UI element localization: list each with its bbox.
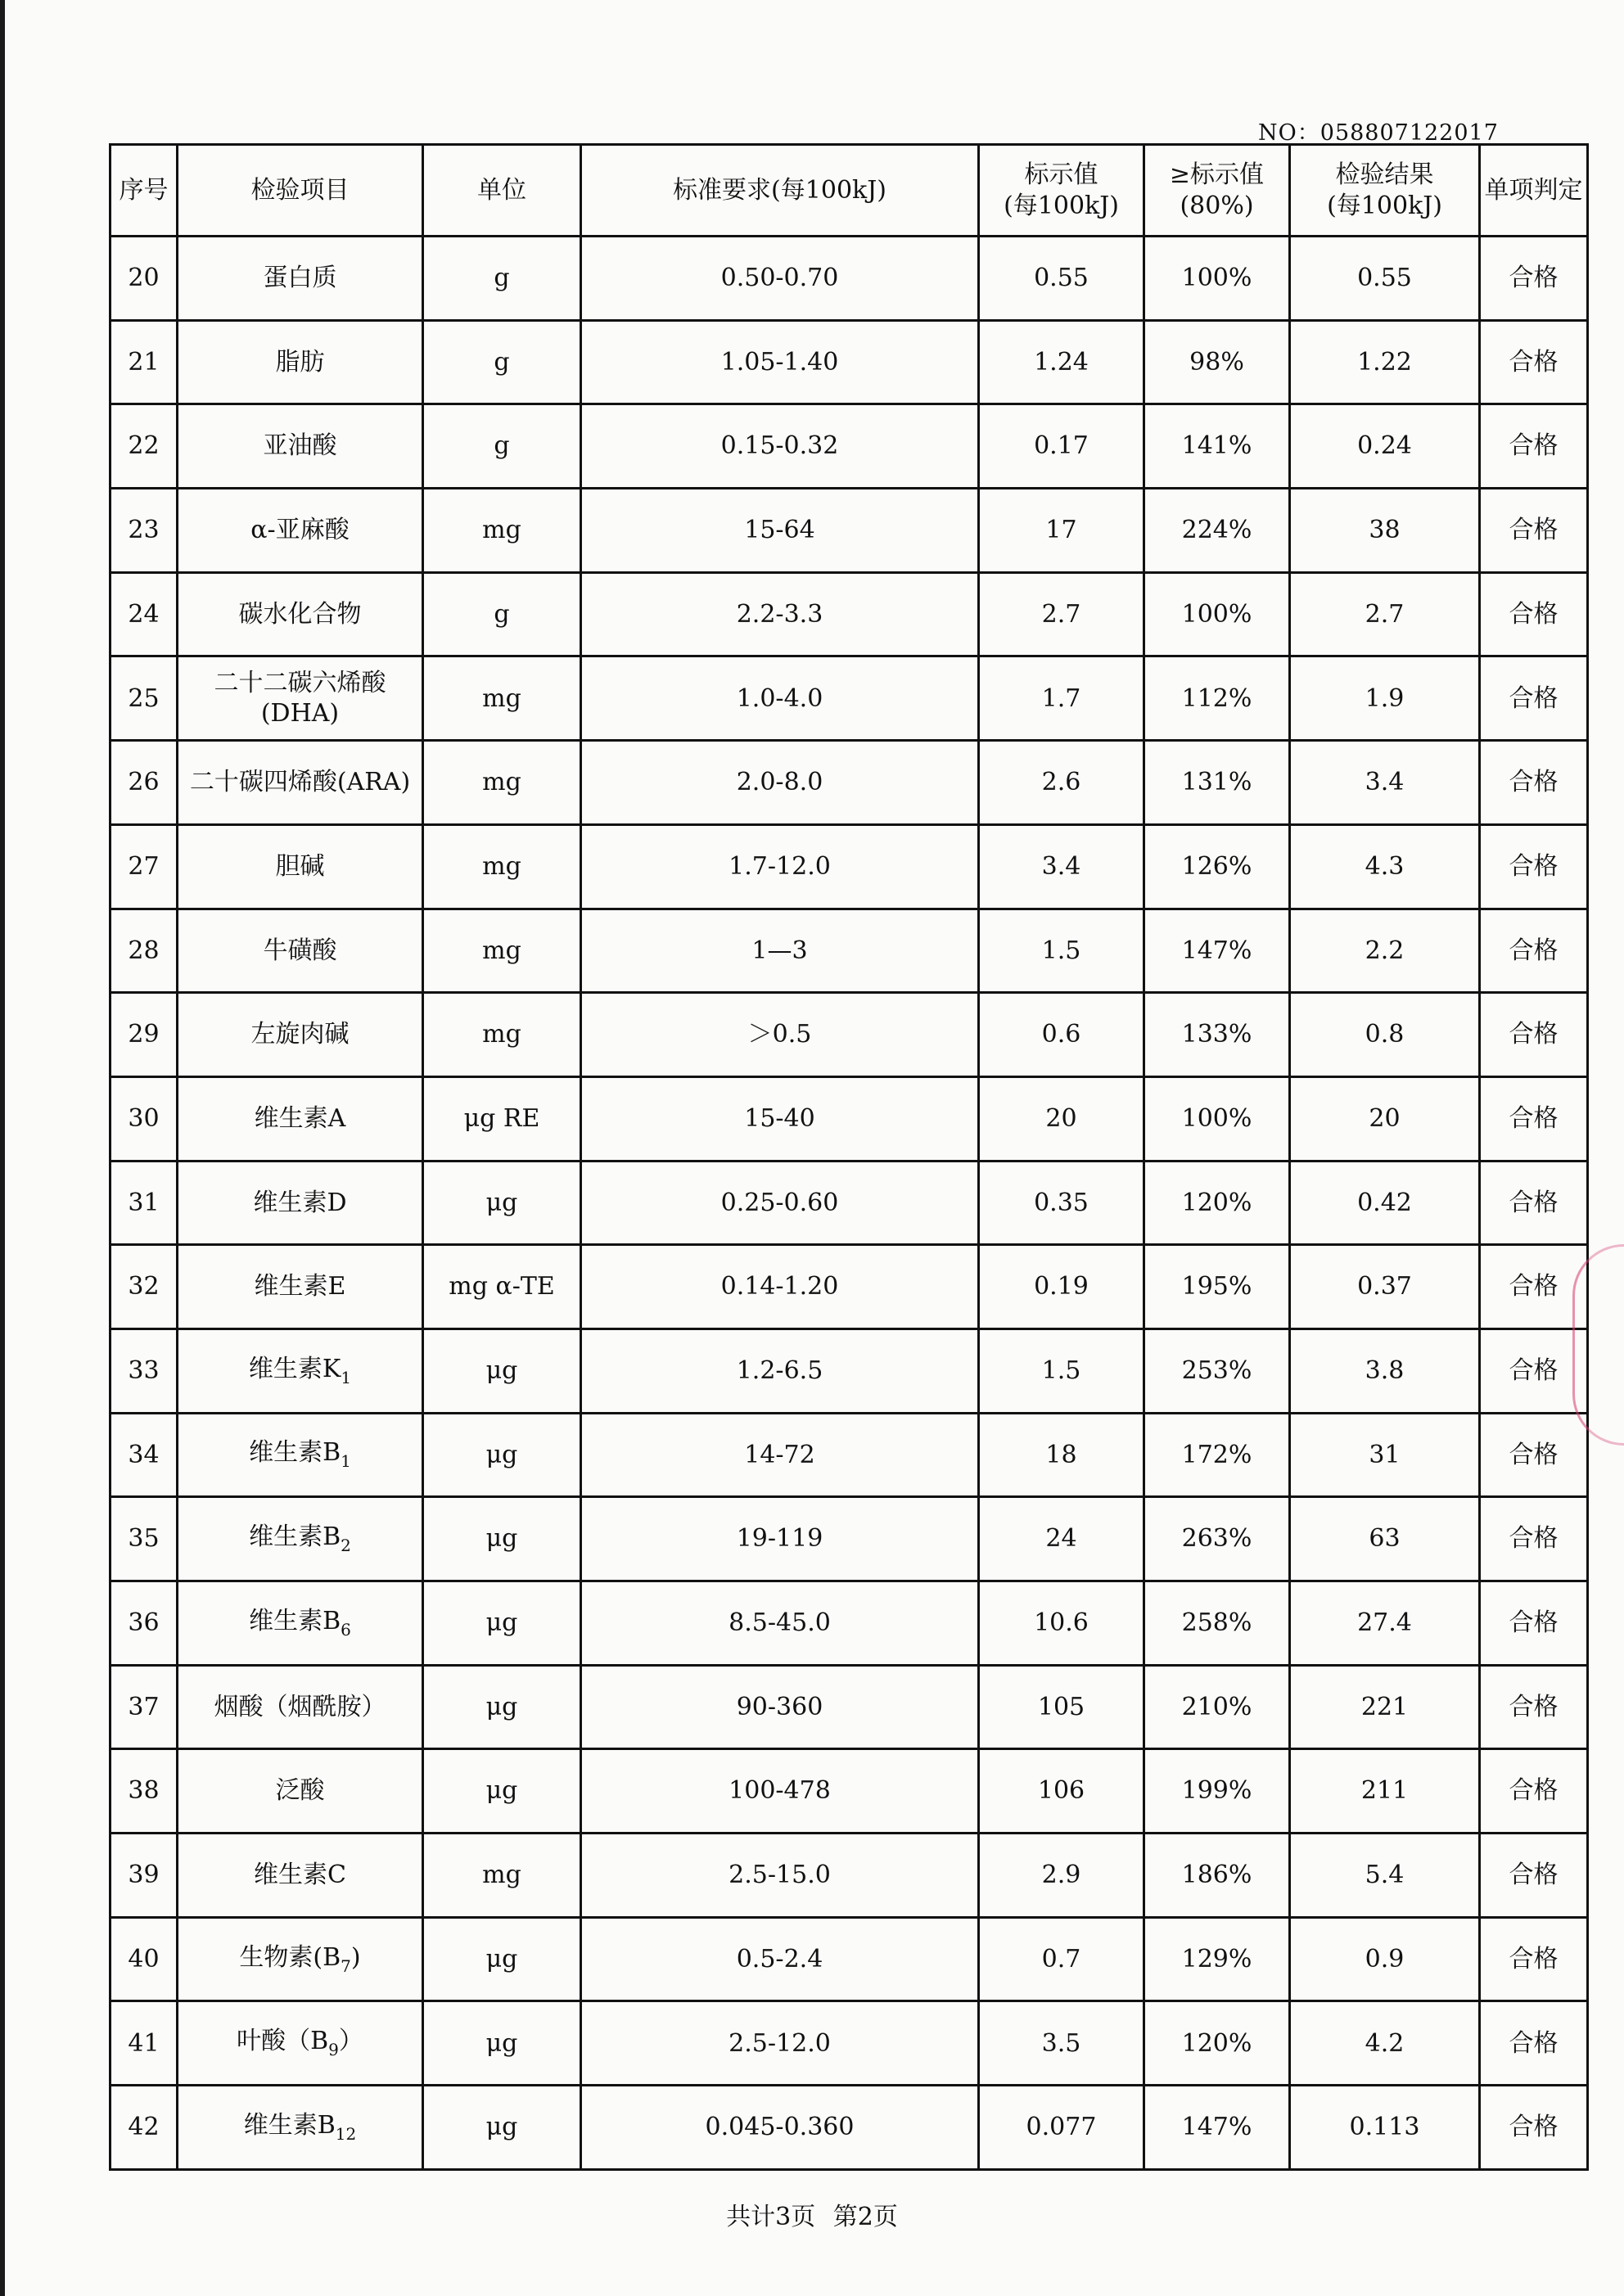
cell-verdict: 合格	[1480, 404, 1588, 489]
cell-verdict: 合格	[1480, 824, 1588, 909]
cell-verdict: 合格	[1480, 1749, 1588, 1834]
cell-label: 0.6	[979, 993, 1144, 1077]
cell-item	[178, 1245, 423, 1329]
header-unit: 单位	[423, 145, 581, 237]
cell-label: 2.6	[979, 741, 1144, 825]
cell-label: 1.5	[979, 1328, 1144, 1413]
cell-pct: 133%	[1144, 993, 1290, 1077]
item-name: 维生素B	[249, 1606, 341, 1635]
cell-pct: 100%	[1144, 1076, 1290, 1161]
cell-standard: 1.7-12.0	[581, 824, 979, 909]
cell-result: 0.55	[1290, 237, 1480, 321]
item-name: 二十二碳六烯酸	[214, 668, 386, 697]
item-subscript: 7	[341, 1955, 351, 1976]
item-subscript: 2	[341, 1536, 351, 1556]
cell-standard: 0.045-0.360	[581, 2086, 979, 2170]
cell-result: 27.4	[1290, 1581, 1480, 1666]
table-row	[111, 2086, 1588, 2170]
cell-item	[178, 2086, 423, 2170]
cell-unit: mg	[423, 656, 581, 741]
cell-pct: 126%	[1144, 824, 1290, 909]
cell-item	[178, 824, 423, 909]
table-row	[111, 993, 1588, 1077]
cell-item	[178, 237, 423, 321]
cell-verdict: 合格	[1480, 656, 1588, 741]
cell-pct: 100%	[1144, 572, 1290, 656]
cell-seq: 42	[111, 2086, 178, 2170]
item-name: 泛酸	[275, 1776, 325, 1806]
cell-result: 0.37	[1290, 1245, 1480, 1329]
header-label-value	[979, 145, 1144, 237]
cell-seq: 32	[111, 1245, 178, 1329]
cell-result: 63	[1290, 1497, 1480, 1581]
cell-seq: 38	[111, 1749, 178, 1834]
cell-standard: 0.14-1.20	[581, 1245, 979, 1329]
item-subscript: 6	[341, 1619, 351, 1640]
cell-pct: 147%	[1144, 909, 1290, 993]
cell-item	[178, 1161, 423, 1245]
cell-seq: 23	[111, 489, 178, 573]
cell-verdict: 合格	[1480, 1581, 1588, 1666]
cell-item	[178, 909, 423, 993]
table-row	[111, 909, 1588, 993]
cell-result: 38	[1290, 489, 1480, 573]
cell-verdict: 合格	[1480, 489, 1588, 573]
cell-verdict: 合格	[1480, 1328, 1588, 1413]
table-row	[111, 1497, 1588, 1581]
cell-verdict: 合格	[1480, 2086, 1588, 2170]
cell-standard: 1.0-4.0	[581, 656, 979, 741]
cell-verdict: 合格	[1480, 1076, 1588, 1161]
header-verdict: 单项判定	[1480, 145, 1588, 237]
item-name: 生物素(B	[239, 1942, 341, 1972]
header-result-line2: (每100kJ)	[1327, 191, 1442, 220]
table-row	[111, 824, 1588, 909]
cell-seq: 27	[111, 824, 178, 909]
item-name: 碳水化合物	[238, 599, 362, 629]
header-label-value-line1: 标示值	[1024, 160, 1098, 189]
item-name-tail: )	[350, 1942, 361, 1972]
cell-result: 0.113	[1290, 2086, 1480, 2170]
header-seq: 序号	[111, 145, 178, 237]
cell-standard: 19-119	[581, 1497, 979, 1581]
cell-pct: 224%	[1144, 489, 1290, 573]
cell-unit: μg	[423, 2001, 581, 2086]
table-row	[111, 1917, 1588, 2001]
item-name: 维生素B	[249, 1438, 341, 1468]
cell-item	[178, 1076, 423, 1161]
table-row	[111, 1076, 1588, 1161]
cell-seq: 35	[111, 1497, 178, 1581]
cell-verdict: 合格	[1480, 993, 1588, 1077]
cell-pct: 98%	[1144, 320, 1290, 404]
cell-unit: mg	[423, 1834, 581, 1918]
cell-verdict: 合格	[1480, 2001, 1588, 2086]
table-row	[111, 1749, 1588, 1834]
item-subscript: 1	[341, 1367, 352, 1387]
table-header-row	[111, 145, 1588, 237]
cell-item	[178, 993, 423, 1077]
cell-label: 3.4	[979, 824, 1144, 909]
cell-verdict: 合格	[1480, 741, 1588, 825]
cell-result: 0.9	[1290, 1917, 1480, 2001]
cell-pct: 131%	[1144, 741, 1290, 825]
document-number: NO：058807122017	[1258, 120, 1499, 146]
cell-result: 20	[1290, 1076, 1480, 1161]
cell-pct: 120%	[1144, 2001, 1290, 2086]
cell-pct: 100%	[1144, 237, 1290, 321]
cell-label: 20	[979, 1076, 1144, 1161]
item-name: 二十碳四烯酸(ARA)	[189, 768, 411, 797]
cell-unit: μg	[423, 1497, 581, 1581]
cell-result: 3.4	[1290, 741, 1480, 825]
cell-pct: 210%	[1144, 1665, 1290, 1749]
item-name: 左旋肉碱	[250, 1020, 350, 1049]
item-subscript: 1	[341, 1451, 351, 1472]
cell-item	[178, 2001, 423, 2086]
page-footer	[0, 2196, 1624, 2232]
cell-result: 0.8	[1290, 993, 1480, 1077]
cell-seq: 36	[111, 1581, 178, 1666]
cell-item	[178, 320, 423, 404]
cell-unit: mg	[423, 909, 581, 993]
cell-result: 1.22	[1290, 320, 1480, 404]
cell-unit: mg α-TE	[423, 1245, 581, 1329]
cell-verdict: 合格	[1480, 1497, 1588, 1581]
cell-pct: 120%	[1144, 1161, 1290, 1245]
cell-label: 24	[979, 1497, 1144, 1581]
cell-label: 2.9	[979, 1834, 1144, 1918]
cell-unit: μg RE	[423, 1076, 581, 1161]
cell-label: 10.6	[979, 1581, 1144, 1666]
cell-standard: 15-40	[581, 1076, 979, 1161]
table-row	[111, 1413, 1588, 1497]
cell-verdict: 合格	[1480, 572, 1588, 656]
cell-item	[178, 1749, 423, 1834]
cell-standard: 0.5-2.4	[581, 1917, 979, 2001]
item-name: 维生素A	[254, 1103, 346, 1133]
cell-seq: 25	[111, 656, 178, 741]
cell-label: 18	[979, 1413, 1144, 1497]
cell-unit: μg	[423, 1665, 581, 1749]
item-subscript: 9	[328, 2040, 339, 2060]
table-row	[111, 741, 1588, 825]
cell-standard: 0.15-0.32	[581, 404, 979, 489]
item-name: 胆碱	[275, 851, 325, 881]
table-row	[111, 320, 1588, 404]
red-seal-stamp	[1572, 1244, 1624, 1446]
table-row	[111, 1245, 1588, 1329]
cell-result: 211	[1290, 1749, 1480, 1834]
header-percent-line1: ≥标示值	[1169, 160, 1265, 189]
cell-unit: μg	[423, 1917, 581, 2001]
header-percent	[1144, 145, 1290, 237]
cell-seq: 39	[111, 1834, 178, 1918]
table-row	[111, 1834, 1588, 1918]
footer-total-pages: 共计3页	[726, 2203, 816, 2231]
cell-label: 106	[979, 1749, 1144, 1834]
cell-item	[178, 1497, 423, 1581]
cell-standard: 2.5-15.0	[581, 1834, 979, 1918]
cell-item	[178, 741, 423, 825]
header-result-line1: 检验结果	[1335, 160, 1434, 189]
header-item: 检验项目	[178, 145, 423, 237]
header-standard: 标准要求(每100kJ)	[581, 145, 979, 237]
cell-label: 105	[979, 1665, 1144, 1749]
cell-result: 1.9	[1290, 656, 1480, 741]
cell-standard: 2.2-3.3	[581, 572, 979, 656]
cell-label: 0.7	[979, 1917, 1144, 2001]
cell-item	[178, 656, 423, 741]
table-row	[111, 1581, 1588, 1666]
table-row	[111, 1665, 1588, 1749]
cell-seq: 21	[111, 320, 178, 404]
cell-pct: 258%	[1144, 1581, 1290, 1666]
cell-label: 1.5	[979, 909, 1144, 993]
cell-verdict: 合格	[1480, 1413, 1588, 1497]
cell-unit: g	[423, 404, 581, 489]
cell-seq: 24	[111, 572, 178, 656]
item-name: 维生素C	[254, 1861, 346, 1890]
cell-result: 4.3	[1290, 824, 1480, 909]
cell-standard: 0.50-0.70	[581, 237, 979, 321]
cell-pct: 186%	[1144, 1834, 1290, 1918]
cell-unit: μg	[423, 1161, 581, 1245]
cell-item	[178, 1581, 423, 1666]
cell-standard: ＞0.5	[581, 993, 979, 1077]
cell-seq: 37	[111, 1665, 178, 1749]
cell-verdict: 合格	[1480, 1161, 1588, 1245]
item-name: 亚油酸	[263, 431, 337, 461]
table-row	[111, 1328, 1588, 1413]
cell-seq: 33	[111, 1328, 178, 1413]
cell-seq: 22	[111, 404, 178, 489]
page-edge	[0, 0, 5, 2296]
table-row	[111, 572, 1588, 656]
item-name: 维生素B	[249, 1522, 341, 1552]
item-name: 维生素D	[253, 1188, 347, 1217]
cell-pct: 253%	[1144, 1328, 1290, 1413]
cell-result: 0.24	[1290, 404, 1480, 489]
header-percent-line2: (80%)	[1180, 191, 1254, 220]
cell-unit: μg	[423, 2086, 581, 2170]
cell-label: 0.35	[979, 1161, 1144, 1245]
cell-standard: 1.2-6.5	[581, 1328, 979, 1413]
table-row	[111, 237, 1588, 321]
cell-result: 2.2	[1290, 909, 1480, 993]
table-row	[111, 489, 1588, 573]
cell-seq: 26	[111, 741, 178, 825]
cell-seq: 34	[111, 1413, 178, 1497]
cell-result: 0.42	[1290, 1161, 1480, 1245]
cell-item	[178, 572, 423, 656]
cell-item	[178, 1413, 423, 1497]
cell-result: 3.8	[1290, 1328, 1480, 1413]
cell-label: 0.077	[979, 2086, 1144, 2170]
cell-item	[178, 1665, 423, 1749]
cell-standard: 1—3	[581, 909, 979, 993]
item-name: 牛磺酸	[263, 936, 337, 965]
cell-seq: 41	[111, 2001, 178, 2086]
cell-label: 1.24	[979, 320, 1144, 404]
table-row	[111, 656, 1588, 741]
cell-standard: 8.5-45.0	[581, 1581, 979, 1666]
cell-result: 31	[1290, 1413, 1480, 1497]
cell-verdict: 合格	[1480, 909, 1588, 993]
cell-pct: 195%	[1144, 1245, 1290, 1329]
cell-pct: 147%	[1144, 2086, 1290, 2170]
cell-unit: g	[423, 320, 581, 404]
cell-standard: 0.25-0.60	[581, 1161, 979, 1245]
item-name: 烟酸（烟酰胺）	[214, 1692, 386, 1721]
cell-item	[178, 404, 423, 489]
item-name: 维生素B	[243, 2110, 336, 2140]
cell-unit: mg	[423, 824, 581, 909]
cell-unit: g	[423, 237, 581, 321]
cell-item	[178, 489, 423, 573]
item-subscript: 12	[335, 2123, 357, 2144]
cell-pct: 141%	[1144, 404, 1290, 489]
cell-item	[178, 1834, 423, 1918]
cell-verdict: 合格	[1480, 1834, 1588, 1918]
cell-seq: 30	[111, 1076, 178, 1161]
item-name-tail: ）	[338, 2027, 363, 2056]
cell-pct: 172%	[1144, 1413, 1290, 1497]
cell-unit: μg	[423, 1749, 581, 1834]
cell-result: 221	[1290, 1665, 1480, 1749]
cell-seq: 20	[111, 237, 178, 321]
cell-seq: 29	[111, 993, 178, 1077]
inspection-table	[109, 143, 1589, 2171]
cell-unit: μg	[423, 1581, 581, 1666]
cell-unit: mg	[423, 741, 581, 825]
cell-seq: 28	[111, 909, 178, 993]
cell-result: 5.4	[1290, 1834, 1480, 1918]
cell-standard: 14-72	[581, 1413, 979, 1497]
cell-label: 17	[979, 489, 1144, 573]
item-name: α-亚麻酸	[250, 516, 350, 545]
item-name: 维生素K	[248, 1354, 341, 1383]
cell-standard: 2.0-8.0	[581, 741, 979, 825]
cell-verdict: 合格	[1480, 1245, 1588, 1329]
cell-seq: 40	[111, 1917, 178, 2001]
item-name: 维生素E	[254, 1272, 346, 1301]
cell-result: 2.7	[1290, 572, 1480, 656]
header-label-value-line2: (每100kJ)	[1004, 191, 1119, 220]
cell-verdict: 合格	[1480, 237, 1588, 321]
cell-item	[178, 1328, 423, 1413]
cell-standard: 2.5-12.0	[581, 2001, 979, 2086]
cell-pct: 129%	[1144, 1917, 1290, 2001]
cell-label: 3.5	[979, 2001, 1144, 2086]
item-name-line2: (DHA)	[260, 699, 340, 728]
item-name: 叶酸（B	[237, 2027, 329, 2056]
cell-label: 2.7	[979, 572, 1144, 656]
cell-standard: 1.05-1.40	[581, 320, 979, 404]
cell-standard: 90-360	[581, 1665, 979, 1749]
cell-seq: 31	[111, 1161, 178, 1245]
cell-label: 1.7	[979, 656, 1144, 741]
cell-label: 0.19	[979, 1245, 1144, 1329]
cell-unit: μg	[423, 1413, 581, 1497]
cell-verdict: 合格	[1480, 1917, 1588, 2001]
footer-current-page: 第2页	[832, 2203, 898, 2231]
cell-label: 0.55	[979, 237, 1144, 321]
item-name: 脂肪	[275, 347, 325, 377]
cell-verdict: 合格	[1480, 1665, 1588, 1749]
cell-unit: g	[423, 572, 581, 656]
item-name: 蛋白质	[263, 264, 337, 293]
cell-pct: 199%	[1144, 1749, 1290, 1834]
cell-pct: 112%	[1144, 656, 1290, 741]
cell-label: 0.17	[979, 404, 1144, 489]
table-row	[111, 404, 1588, 489]
header-result	[1290, 145, 1480, 237]
table-row	[111, 2001, 1588, 2086]
cell-unit: mg	[423, 489, 581, 573]
cell-unit: mg	[423, 993, 581, 1077]
cell-verdict: 合格	[1480, 320, 1588, 404]
cell-standard: 100-478	[581, 1749, 979, 1834]
cell-result: 4.2	[1290, 2001, 1480, 2086]
cell-pct: 263%	[1144, 1497, 1290, 1581]
cell-item	[178, 1917, 423, 2001]
cell-unit: μg	[423, 1328, 581, 1413]
cell-standard: 15-64	[581, 489, 979, 573]
table-row	[111, 1161, 1588, 1245]
